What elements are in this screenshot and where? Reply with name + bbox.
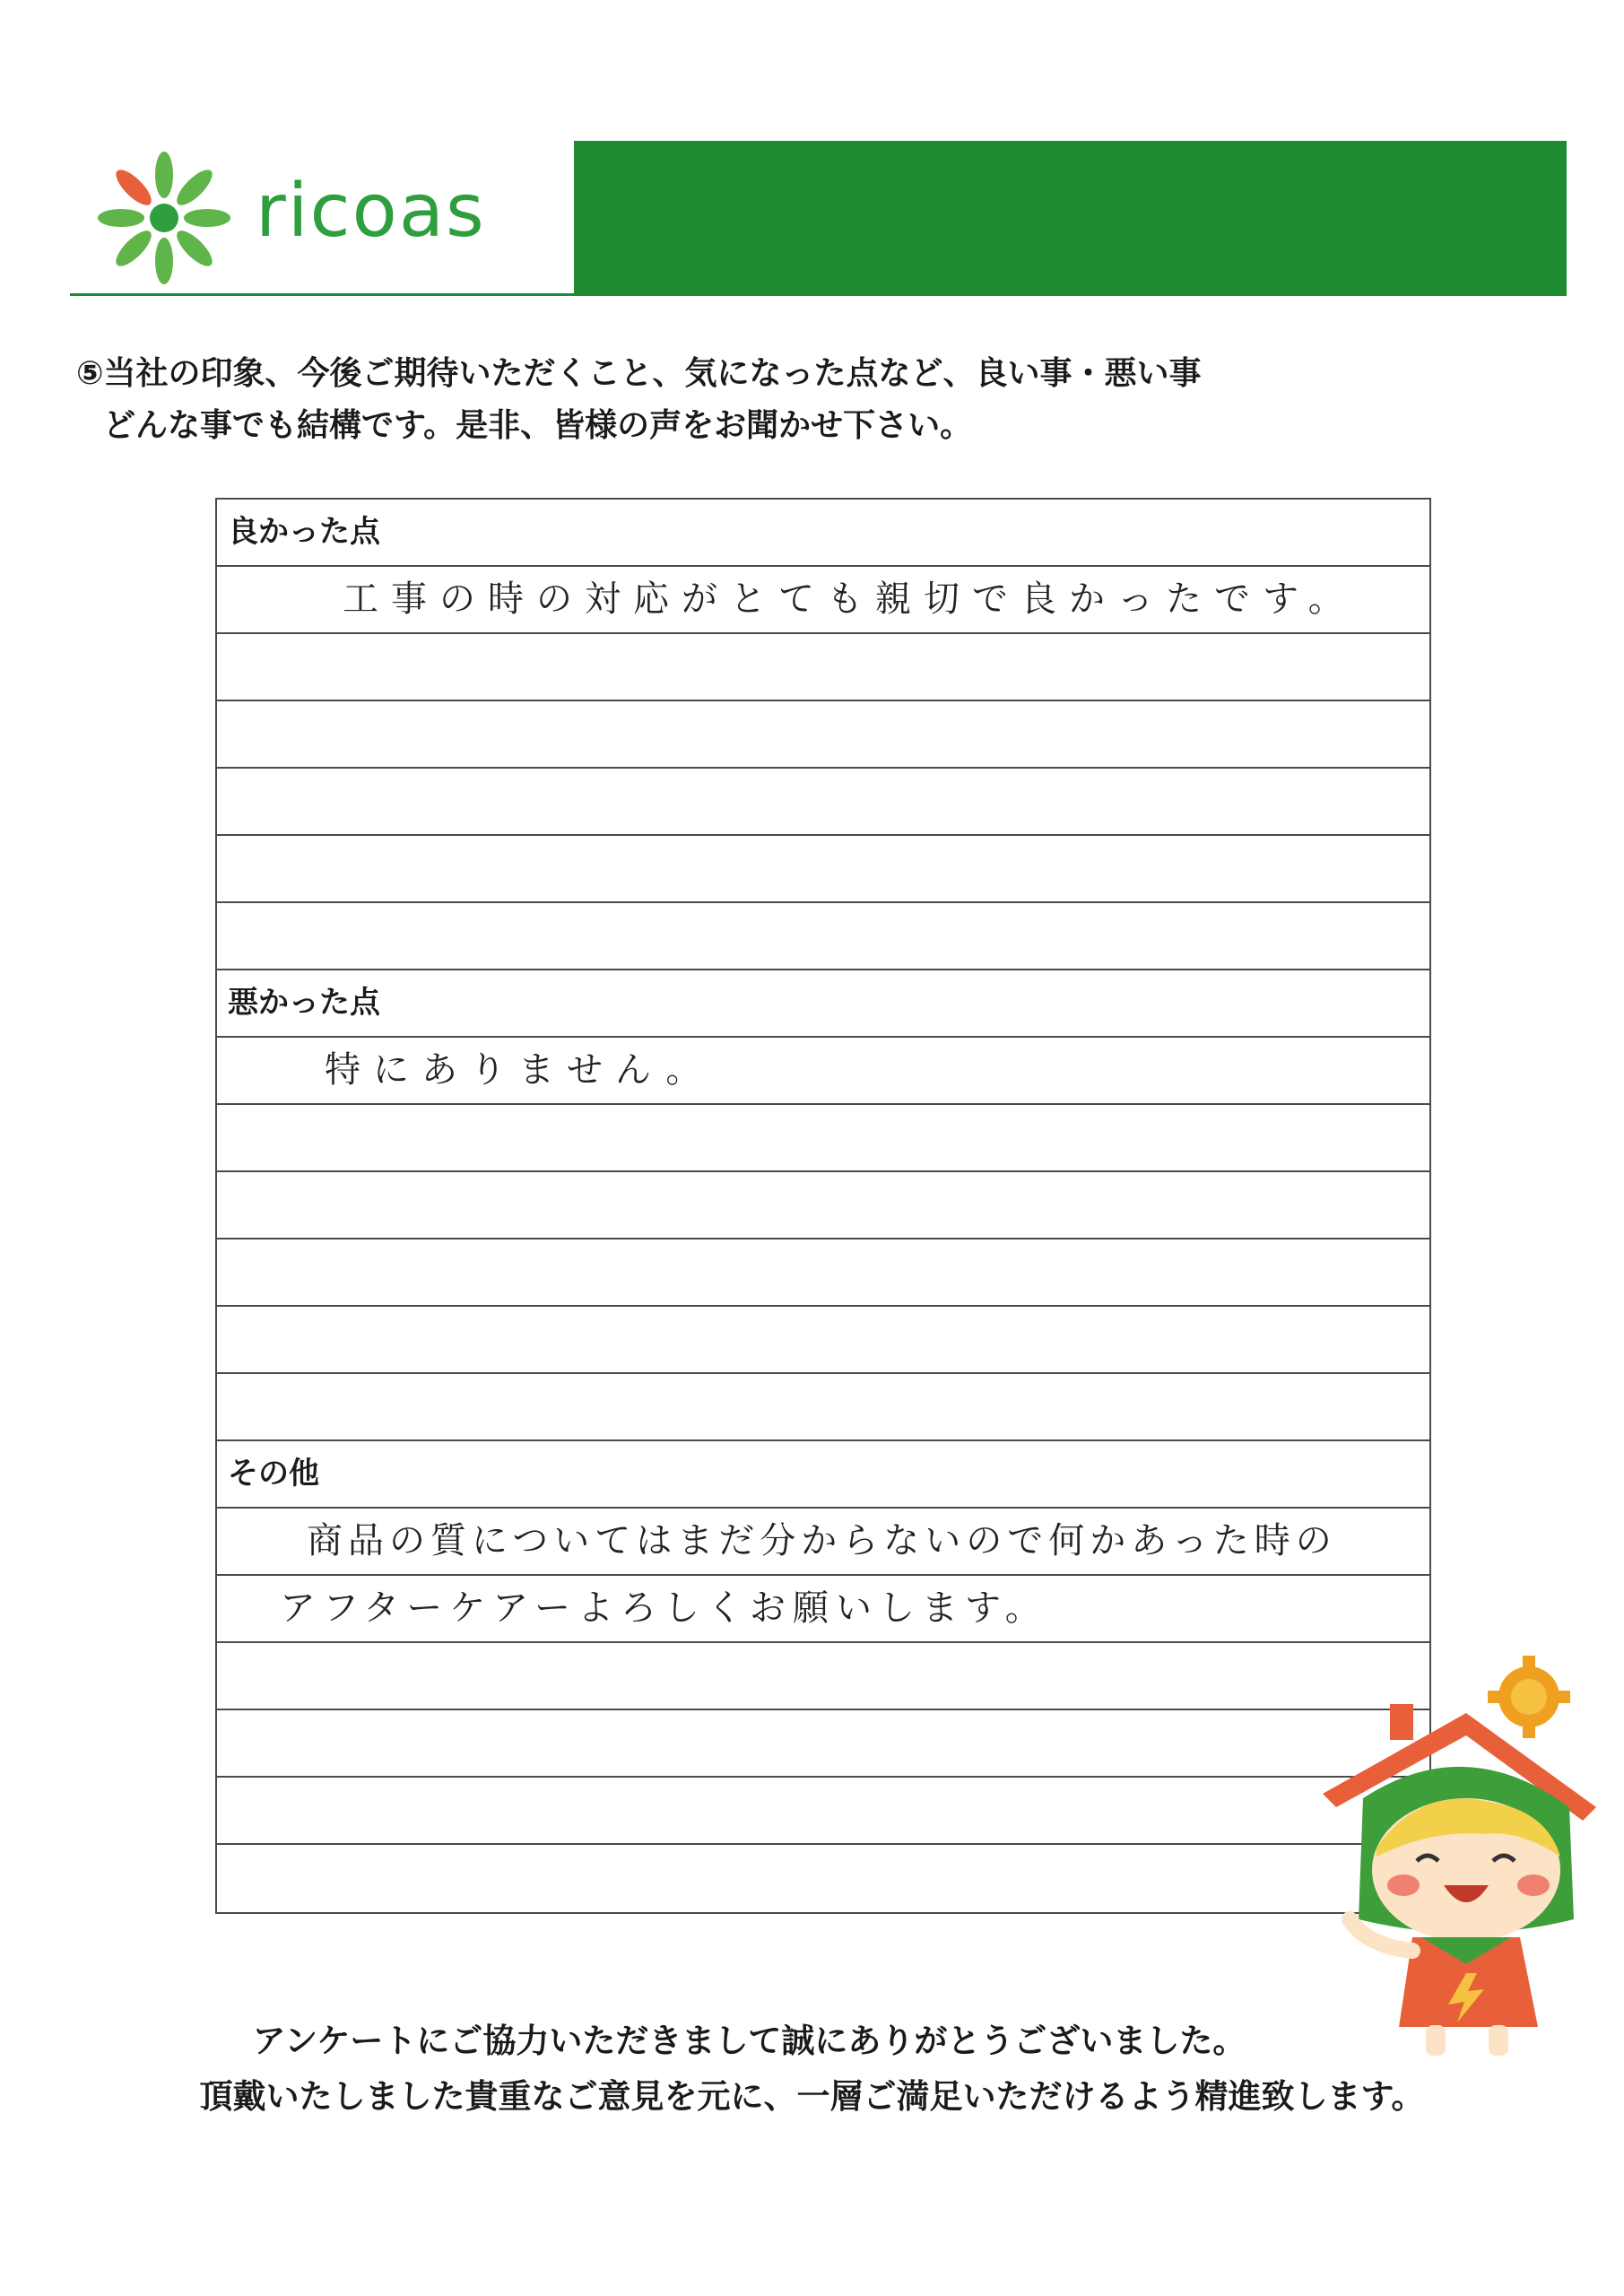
answer-line bbox=[217, 567, 1429, 634]
blank-line bbox=[217, 1374, 1429, 1441]
thank-you-message bbox=[0, 2013, 1624, 2125]
answer-line bbox=[217, 1038, 1429, 1105]
ricoas-logo bbox=[85, 148, 551, 291]
blank-line bbox=[217, 1845, 1429, 1912]
brand-name: ricoas bbox=[256, 169, 486, 254]
footer-line-1: アンケートにご協力いただきまして誠にありがとうございました。 bbox=[252, 2022, 1246, 2060]
blank-line bbox=[217, 634, 1429, 701]
handwritten-answer-other-1: 商品の質についてはまだ分からないので何かあった時の bbox=[307, 1520, 1337, 1561]
blank-line bbox=[217, 1778, 1429, 1845]
question-line-1: ⑤当社の印象、今後ご期待いただくこと、気になった点など、良い事・悪い事 bbox=[76, 355, 1202, 392]
blank-line bbox=[217, 1307, 1429, 1374]
section-label-good: 良かった点 bbox=[228, 514, 380, 550]
blank-line bbox=[217, 836, 1429, 903]
answer-line bbox=[217, 1576, 1429, 1643]
blank-line bbox=[217, 1172, 1429, 1239]
mascot bbox=[1314, 1650, 1601, 2063]
blank-line bbox=[217, 1239, 1429, 1307]
handwritten-answer-other-2: アフターケアーよろしくお願いします。 bbox=[280, 1587, 1048, 1629]
feedback-form-table bbox=[215, 498, 1431, 1914]
sun-leaf-logo-icon bbox=[85, 148, 247, 291]
blank-line bbox=[217, 903, 1429, 970]
question-text bbox=[76, 348, 1511, 452]
section-header-good bbox=[217, 500, 1429, 567]
house-hat-mascot-icon bbox=[1314, 1650, 1601, 2063]
header-divider bbox=[70, 293, 1567, 296]
question-line-2: どんな事でも結構です。是非、皆様の声をお聞かせ下さい。 bbox=[103, 407, 973, 444]
footer-line-2: 頂戴いたしました貴重なご意見を元に、一層ご満足いただけるよう精進致します。 bbox=[199, 2077, 1425, 2116]
section-label-other: その他 bbox=[228, 1456, 319, 1492]
section-header-bad bbox=[217, 970, 1429, 1038]
handwritten-answer-bad-1: 特にありません。 bbox=[325, 1049, 715, 1091]
answer-line bbox=[217, 1509, 1429, 1576]
blank-line bbox=[217, 769, 1429, 836]
section-label-bad: 悪かった点 bbox=[228, 985, 380, 1021]
blank-line bbox=[217, 1710, 1429, 1778]
blank-line bbox=[217, 1105, 1429, 1172]
handwritten-answer-good-1: 工事の時の対応がとても親切で良かったです。 bbox=[343, 578, 1357, 620]
blank-line bbox=[217, 1643, 1429, 1710]
blank-line bbox=[217, 701, 1429, 769]
section-header-other bbox=[217, 1441, 1429, 1509]
header-banner bbox=[574, 141, 1567, 293]
